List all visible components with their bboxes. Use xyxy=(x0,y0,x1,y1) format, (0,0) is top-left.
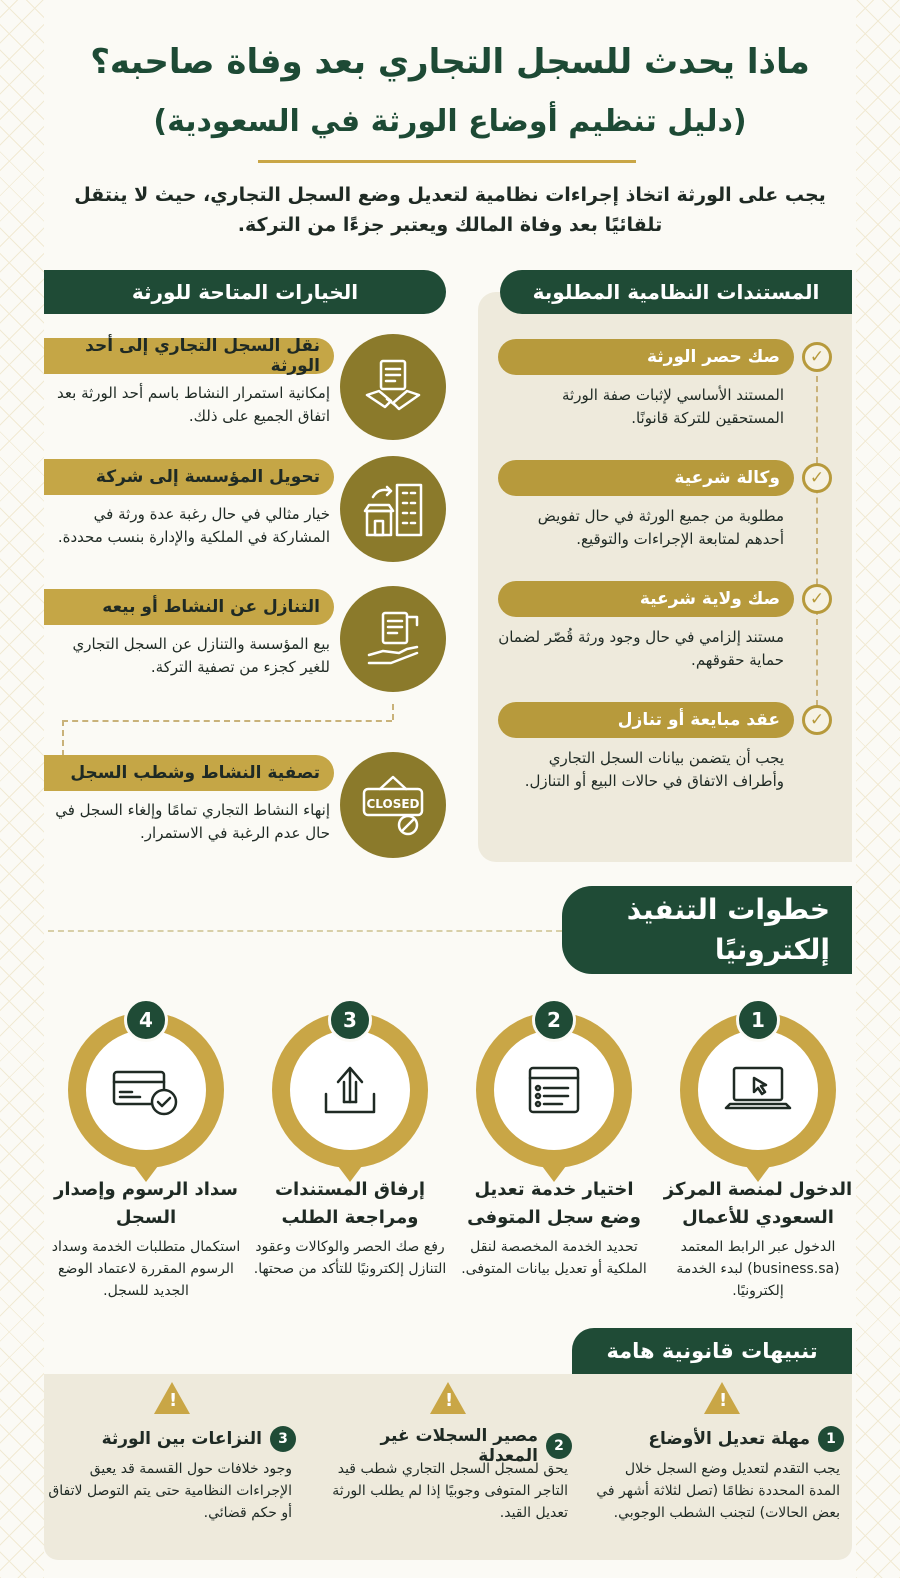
laptop-cursor-icon xyxy=(698,1030,818,1150)
title-divider xyxy=(258,160,636,163)
upload-icon xyxy=(290,1030,410,1150)
step-number-2: 2 xyxy=(532,998,576,1042)
steps-divider xyxy=(48,930,562,932)
step-ring-3 xyxy=(272,1008,428,1168)
intro-text: يجب على الورثة اتخاذ إجراءات نظامية لتعديل وضع السجل التجاري، حيث لا ينتقل تلقائيًا بعد وفاة المالك ويعتبر جزءًا من التركة. xyxy=(74,184,826,236)
title-line-2: (دليل تنظيم أوضاع الورثة في السعودية) xyxy=(153,104,747,139)
options-header: الخيارات المتاحة للورثة xyxy=(44,270,446,314)
steps-header-line1: خطوات التنفيذ xyxy=(626,893,830,926)
step-ring-4 xyxy=(68,1008,224,1168)
warning-title-1 xyxy=(594,1426,844,1452)
steps-header xyxy=(562,886,852,974)
warning-title-1-label: مهلة تعديل الأوضاع xyxy=(648,1429,810,1449)
store-to-building-icon xyxy=(340,456,446,562)
warning-text-3: وجود خلافات حول القسمة قد يعيق الإجراءات النظامية حتى يتم التوصل لاتفاق أو حكم قضائي. xyxy=(48,1461,292,1521)
step-title-3: إرفاق المستندات ومراجعة الطلب xyxy=(274,1179,426,1228)
step-number-1: 1 xyxy=(736,998,780,1042)
doc-text-2: مطلوبة من جميع الورثة في حال تفويض أحدهم لمتابعة الإجراءات والتوقيع. xyxy=(537,507,784,548)
warning-icon: ! xyxy=(704,1382,740,1414)
warning-number-1: 1 xyxy=(818,1426,844,1452)
step-title-1: الدخول لمنصة المركز السعودي للأعمال xyxy=(663,1179,853,1228)
documents-header: المستندات النظامية المطلوبة xyxy=(500,270,852,314)
step-text-3: رفع صك الحصر والوكالات وعقود التنازل إلكترونيًا للتأكد من صحتها. xyxy=(253,1239,447,1277)
pattern-left xyxy=(0,0,44,1578)
check-icon: ✓ xyxy=(802,584,832,614)
step-title-4: سداد الرسوم وإصدار السجل xyxy=(53,1179,239,1228)
doc-text-4: يجب أن يتضمن بيانات السجل التجاري وأطراف الاتفاق في حالات البيع أو التنازل. xyxy=(524,749,784,790)
option-connector xyxy=(62,720,392,722)
doc-title-2: وكالة شرعية xyxy=(498,460,794,496)
documents-connector xyxy=(816,376,818,706)
warning-text-2: يحق لمسجل السجل التجاري شطب قيد التاجر المتوفى وجوبيًا إذا لم يطلب الورثة تعديل القيد. xyxy=(332,1461,568,1521)
step-ring-2 xyxy=(476,1008,632,1168)
option-title-2: تحويل المؤسسة إلى شركة xyxy=(44,459,334,495)
step-number-3: 3 xyxy=(328,998,372,1042)
step-text-4: استكمال متطلبات الخدمة وسداد الرسوم المقررة لاعتماد الوضع الجديد للسجل. xyxy=(51,1239,241,1299)
pattern-right xyxy=(856,0,900,1578)
steps-header-line2: إلكترونيًا xyxy=(714,933,830,966)
doc-text-1: المستند الأساسي لإثبات صفة الورثة المستحقين للتركة قانونًا. xyxy=(562,386,784,427)
option-text-3: بيع المؤسسة والتنازل عن السجل التجاري للغير كجزء من تصفية التركة. xyxy=(72,635,330,676)
closed-sign-text: CLOSED xyxy=(366,797,420,811)
check-icon: ✓ xyxy=(802,705,832,735)
option-connector xyxy=(62,720,64,756)
option-title-4: تصفية النشاط وشطب السجل xyxy=(44,755,334,791)
handshake-document-icon xyxy=(340,334,446,440)
doc-text-3: مستند إلزامي في حال وجود ورثة قُصّر لضمان حماية حقوقهم. xyxy=(498,628,784,669)
warning-title-2-label: مصير السجلات غير المعدلة xyxy=(380,1426,538,1466)
check-icon: ✓ xyxy=(802,342,832,372)
warning-number-2: 2 xyxy=(546,1433,572,1459)
step-text-2: تحديد الخدمة المخصصة لنقل الملكية أو تعديل بيانات المتوفى. xyxy=(461,1239,647,1277)
closed-sign-icon xyxy=(340,752,446,858)
step-number-4: 4 xyxy=(124,998,168,1042)
doc-title-3: صك ولاية شرعية xyxy=(498,581,794,617)
warning-number-3: 3 xyxy=(270,1426,296,1452)
hand-document-icon xyxy=(340,586,446,692)
doc-title-1: صك حصر الورثة xyxy=(498,339,794,375)
check-icon: ✓ xyxy=(802,463,832,493)
option-text-4: إنهاء النشاط التجاري تمامًا وإلغاء السجل في حال عدم الرغبة في الاستمرار. xyxy=(55,801,330,842)
warning-title-3 xyxy=(46,1426,296,1452)
form-window-icon xyxy=(494,1030,614,1150)
warning-icon: ! xyxy=(154,1382,190,1414)
option-title-1: نقل السجل التجاري إلى أحد الورثة xyxy=(44,338,334,374)
doc-title-4: عقد مبايعة أو تنازل xyxy=(498,702,794,738)
option-connector xyxy=(392,704,394,720)
title-line-1: ماذا يحدث للسجل التجاري بعد وفاة صاحبه؟ xyxy=(90,42,810,82)
card-check-icon xyxy=(86,1030,206,1150)
warning-title-3-label: النزاعات بين الورثة xyxy=(101,1429,262,1449)
option-title-3: التنازل عن النشاط أو بيعه xyxy=(44,589,334,625)
option-text-1: إمكانية استمرار النشاط باسم أحد الورثة بعد اتفاق الجميع على ذلك. xyxy=(57,384,330,425)
step-ring-1 xyxy=(680,1008,836,1168)
warning-icon: ! xyxy=(430,1382,466,1414)
step-text-1: الدخول عبر الرابط المعتمد (business.sa) لبدء الخدمة إلكترونيًا. xyxy=(676,1239,840,1299)
warnings-header: تنبيهات قانونية هامة xyxy=(572,1328,852,1374)
step-title-2: اختيار خدمة تعديل وضع سجل المتوفى xyxy=(467,1179,641,1228)
option-text-2: خيار مثالي في حال رغبة عدة ورثة في المشاركة في الملكية والإدارة بنسب محددة. xyxy=(57,505,330,546)
warning-text-1: يجب التقدم لتعديل وضع السجل خلال المدة المحددة نظامًا (تصل لثلاثة أشهر في بعض الحالات) لتجنب الشطب الوجوبي. xyxy=(596,1461,840,1521)
